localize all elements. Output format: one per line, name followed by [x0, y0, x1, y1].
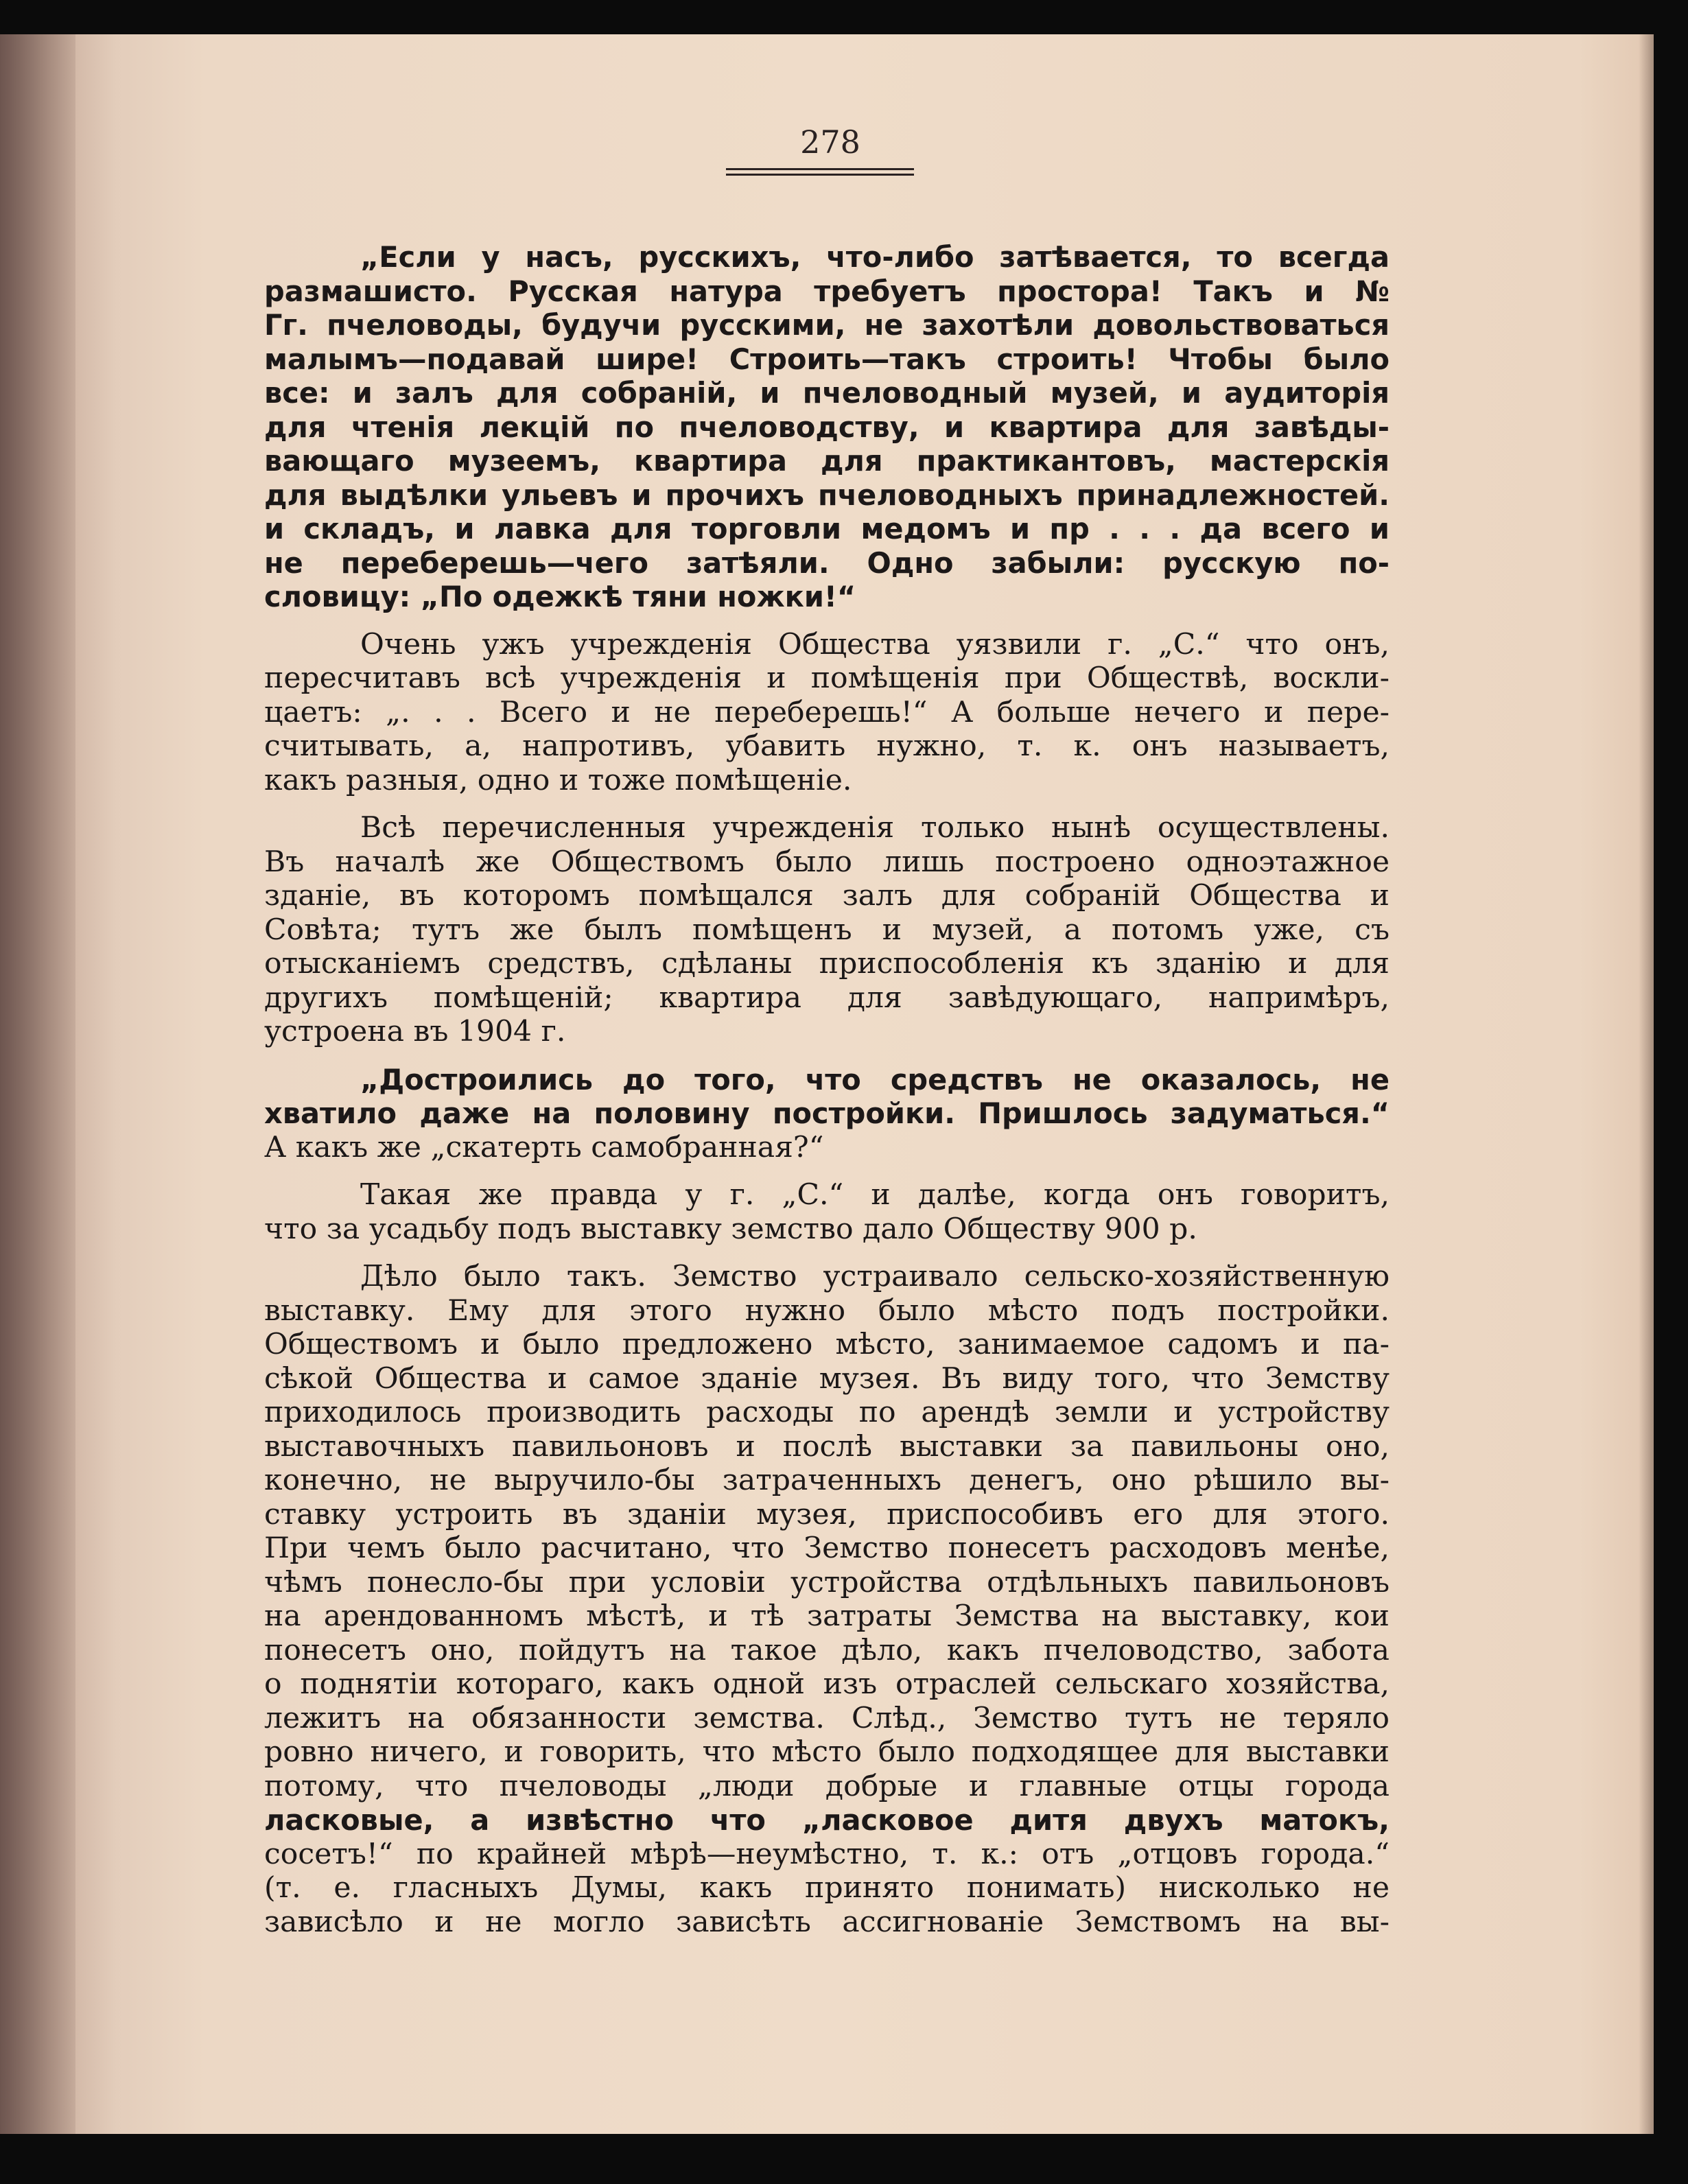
- text-line: А какъ же „скатерть самобранная?“: [264, 1130, 824, 1164]
- text-line: Очень ужъ учрежденія Общества уязвили г. „С.“ что онъ,: [360, 627, 1390, 661]
- text-line: о поднятіи котораго, какъ одной изъ отраслей сельскаго хозяйства,: [264, 1667, 1390, 1701]
- text-line: (т. е. гласныхъ Думы, какъ принято понимать) нисколько не: [264, 1871, 1390, 1905]
- text-line: не переберешь—чего затѣяли. Одно забыли: русскую по-: [264, 545, 1390, 580]
- text-line: При чемъ было расчитано, что Земство понесетъ расходовъ менѣе,: [264, 1531, 1390, 1565]
- text-line: считывать, а, напротивъ, убавить нужно, т. к. онъ называетъ,: [264, 729, 1390, 763]
- text-line: зависѣло и не могло зависѣть ассигнованіе Земствомъ на вы-: [264, 1905, 1390, 1939]
- text-line: что за усадьбу подъ выставку земство дало Обществу 900 р.: [264, 1212, 1197, 1246]
- text-line: цаетъ: „. . . Всего и не переберешь!“ А больше нечего и пере-: [264, 695, 1390, 729]
- text-line: зданіе, въ которомъ помѣщался залъ для собраній Общества и: [264, 879, 1390, 913]
- text-line: и складъ, и лавка для торговли медомъ и пр . . . да всего и: [264, 512, 1390, 545]
- text-line: сосетъ!“ по крайней мѣрѣ—неумѣстно, т. к.: отъ „отцовъ города.“: [264, 1837, 1390, 1871]
- text-line: „Если у насъ, русскихъ, что-либо затѣвается, то всегда: [360, 240, 1390, 274]
- text-line: для чтенія лекцій по пчеловодству, и квартира для завѣды-: [264, 410, 1390, 444]
- text-line: приходилось производить расходы по арендѣ земли и устройству: [264, 1396, 1390, 1429]
- book-page: [0, 34, 1654, 2134]
- text-line: чѣмъ понесло-бы при условіи устройства отдѣльныхъ павильоновъ: [264, 1565, 1390, 1599]
- text-line: сѣкой Общества и самое зданіе музея. Въ виду того, что Земству: [264, 1361, 1390, 1396]
- text-line: Такая же правда у г. „С.“ и далѣе, когда онъ говоритъ,: [360, 1178, 1390, 1212]
- paragraph: [264, 628, 1390, 798]
- text-line: отысканіемъ средствъ, сдѣланы приспособленія къ зданію и для: [264, 947, 1390, 981]
- text-line: Въ началѣ же Обществомъ было лишь построено одноэтажное: [264, 845, 1390, 879]
- text-line: понесетъ оно, пойдутъ на такое дѣло, какъ пчеловодство, забота: [264, 1633, 1390, 1667]
- text-line: устроена въ 1904 г.: [264, 1015, 566, 1048]
- page-edge-shadow: [1639, 34, 1654, 2134]
- text-line: вающаго музеемъ, квартира для практикантовъ, мастерскія: [264, 444, 1390, 478]
- text-line: малымъ—подавай шире! Строить—такъ строить! Чтобы было: [264, 342, 1390, 376]
- page-number-rule-bottom: [726, 174, 914, 176]
- paragraph: [264, 811, 1390, 1049]
- text-line: на арендованномъ мѣстѣ, и тѣ затраты Земства на выставку, кои: [264, 1599, 1390, 1633]
- text-line: размашисто. Русская натура требуетъ простора! Такъ и №: [264, 274, 1390, 308]
- paragraph: [264, 1178, 1390, 1246]
- text-line: Дѣло было такъ. Земство устраивало сельско-хозяйственную: [360, 1260, 1390, 1293]
- text-line: ставку устроить въ зданіи музея, приспособивъ его для этого.: [264, 1497, 1390, 1531]
- text-line: выставочныхъ павильоновъ и послѣ выставки за павильоны оно,: [264, 1429, 1390, 1464]
- page-text: [264, 240, 1390, 1939]
- text-line: конечно, не выручило-бы затраченныхъ денегъ, оно рѣшило вы-: [264, 1464, 1390, 1497]
- text-line: „Достроились до того, что средствъ не оказалось, не: [360, 1062, 1390, 1096]
- text-line: Обществомъ и было предложено мѣсто, занимаемое садомъ и па-: [264, 1328, 1390, 1361]
- text-line: лежитъ на обязанности земства. Слѣд., Земство тутъ не теряло: [264, 1701, 1390, 1735]
- text-line: ровно ничего, и говорить, что мѣсто было подходящее для выставки: [264, 1735, 1390, 1769]
- text-line: для выдѣлки ульевъ и прочихъ пчеловодныхъ принадлежностей.: [264, 478, 1390, 512]
- text-line: потому, что пчеловоды „люди добрые и главные отцы города: [264, 1769, 1390, 1803]
- paragraph: [264, 1260, 1390, 1939]
- text-line: все: и залъ для собранiй, и пчеловодный музей, и аудиторія: [264, 376, 1390, 410]
- page-number: 278: [800, 124, 860, 161]
- paragraph: [264, 1063, 1390, 1165]
- text-line: Всѣ перечисленныя учрежденія только нынѣ осуществлены.: [360, 811, 1390, 845]
- text-line: другихъ помѣщеній; квартира для завѣдующаго, напримѣръ,: [264, 981, 1390, 1015]
- page-number-rule-top: [726, 168, 914, 170]
- text-line: Совѣта; тутъ же былъ помѣщенъ и музей, а потомъ уже, съ: [264, 913, 1390, 947]
- text-line: выставку. Ему для этого нужно было мѣсто подъ постройки.: [264, 1293, 1390, 1328]
- text-line: какъ разныя, одно и тоже помѣщеніе.: [264, 763, 852, 797]
- text-line: словицу: „По одежкѣ тяни ножки!“: [264, 580, 856, 613]
- book-spine-shadow: [0, 34, 75, 2134]
- text-line: пересчитавъ всѣ учрежденія и помѣщенія при Обществѣ, воскли-: [264, 661, 1390, 695]
- text-line: Гг. пчеловоды, будучи русскими, не захотѣли довольствоваться: [264, 308, 1390, 342]
- paragraph: [264, 240, 1390, 614]
- text-line: хватило даже на половину постройки. Пришлось задуматься.“: [264, 1096, 1390, 1130]
- text-line: ласковые, а извѣстно что „ласковое дитя двухъ матокъ,: [264, 1803, 1390, 1837]
